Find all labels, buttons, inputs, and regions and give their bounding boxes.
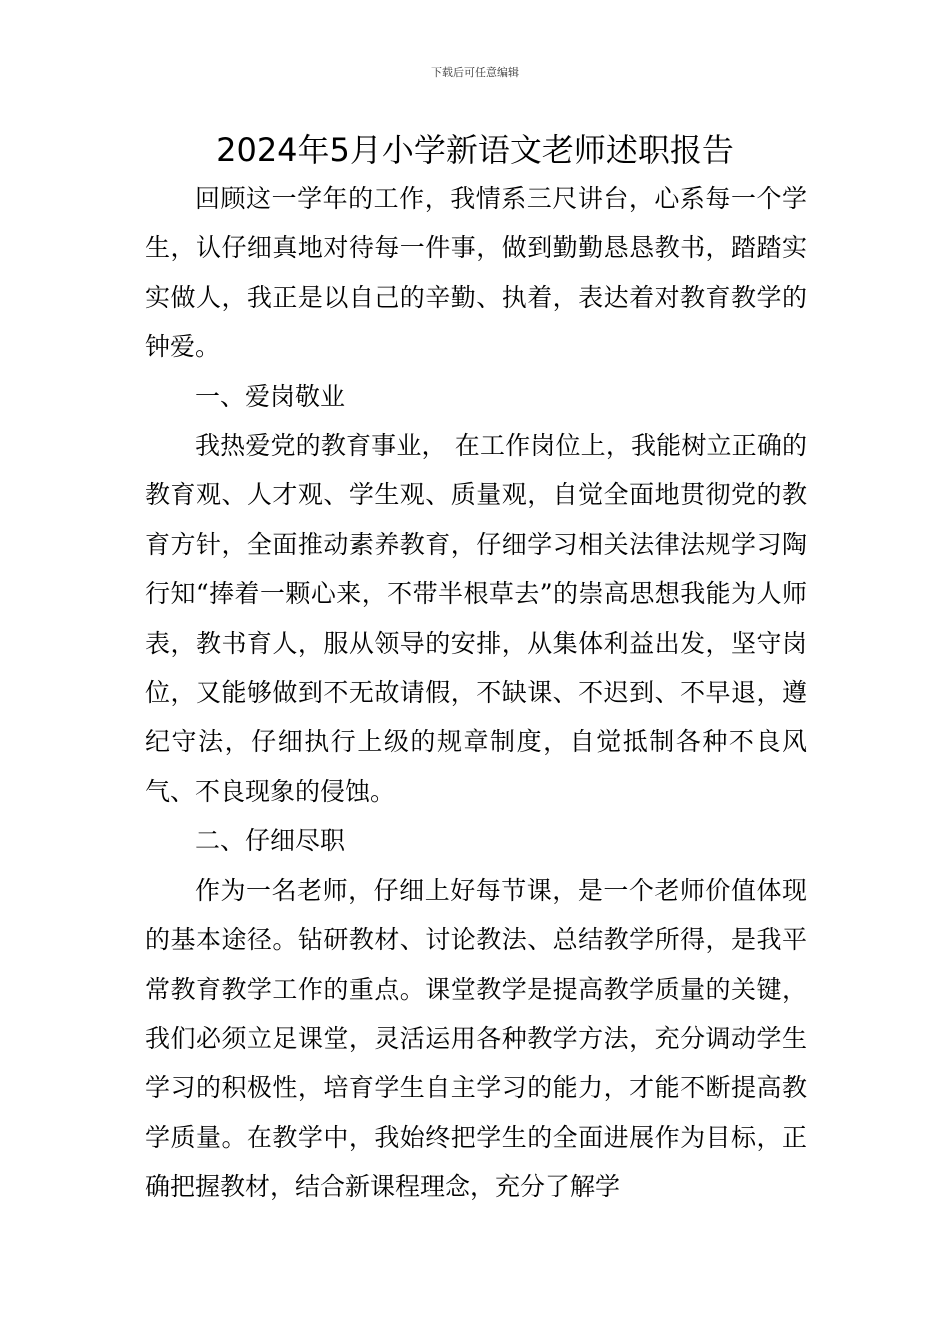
paragraph-section-2: 作为一名老师，仔细上好每节课，是一个老师价值体现的基本途径。钻研教材、讨论教法、总结教学所得，是我平常教育教学工作的重点。课堂教学是提高教学质量的关键，我们必须立足课堂，灵活运用各种教学方法，充分调动学生学习的积极性，培育学生自主学习的能力，才能不断提高教学质量。在教学中，我始终把学生的全面进展作为目标，正确把握教材，结合新课程理念，充分了解学 [145, 875, 807, 1202]
document-title: 2024年5月小学新语文老师述职报告 [216, 131, 734, 169]
page-header-note: 下载后可任意编辑 [431, 66, 519, 79]
paragraph-intro: 回顾这一学年的工作，我情系三尺讲台，心系每一个学生，认仔细真地对待每一件事，做到勤勤恳恳教书，踏踏实实做人，我正是以自己的辛勤、执着，表达着对教育教学的钟爱。 [145, 184, 807, 362]
section-heading-2: 二、仔细尽职 [195, 826, 346, 856]
section-heading-1: 一、爱岗敬业 [195, 381, 346, 411]
document-body [145, 174, 807, 1212]
paragraph-section-1: 我热爱党的教育事业， 在工作岗位上，我能树立正确的教育观、人才观、学生观、质量观，自觉全面地贯彻党的教育方针，全面推动素养教育，仔细学习相关法律法规学习陶行知“捧着一颗心来，不带半根草去”的崇高思想我能为人师表，教书育人，服从领导的安排，从集体利益出发，坚守岗位，又能够做到不无故请假，不缺课、不迟到、不早退，遵纪守法，仔细执行上级的规章制度，自觉抵制各种不良风气、不良现象的侵蚀。 [145, 431, 807, 806]
